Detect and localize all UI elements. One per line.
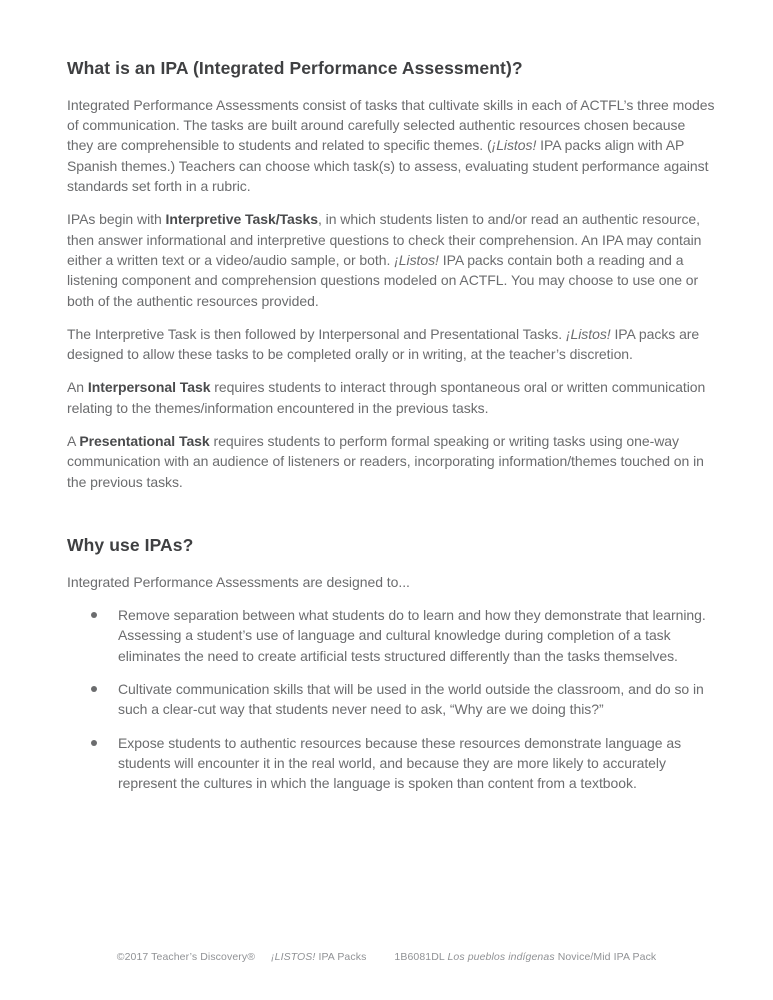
text-run: requires students to perform formal speaking or writing tasks using one-way communication with an audience of listeners or readers, incorporating information/themes touched on in the previous tasks. [67, 433, 704, 490]
italic-text-run: ¡Listos! [394, 251, 439, 268]
bold-text-run: Interpretive Task/Tasks [165, 211, 318, 228]
bullet-item [67, 679, 715, 720]
text-run: An [67, 379, 88, 396]
text-run: Integrated Performance Assessments are designed to... [67, 573, 410, 590]
section-heading: Why use IPAs? [67, 534, 194, 555]
section-heading: What is an IPA (Integrated Performance Assessment)? [67, 58, 523, 78]
footer-item-code [394, 951, 656, 963]
text-run: IPAs begin with [67, 211, 166, 228]
text-run: ©2017 Teacher’s Discovery® [116, 951, 256, 963]
italic-text-run: ¡LISTOS! [271, 951, 316, 963]
paragraph [67, 209, 715, 310]
footer-product-line [271, 951, 366, 963]
text-run: The Interpretive Task is then followed by Interpersonal and Presentational Tasks. [67, 325, 566, 342]
paragraph [67, 95, 715, 196]
text-run: Expose students to authentic resources because these resources demonstrate language as students will encounter it in the real world, and because they are more likely to accurately represent the cultures in which the language is spoken than content from a textbook. [118, 734, 682, 792]
text-run: requires students to interact through spontaneous oral or written communication relating to the themes/information encountered in the previous tasks. [67, 379, 706, 416]
bold-text-run: Interpersonal Task [87, 379, 211, 396]
text-run: A [67, 433, 80, 450]
text-run: Cultivate communication skills that will be used in the world outside the classroom, and do so in such a clear-cut way that students never need to ask, “Why are we doing this?” [118, 680, 704, 718]
bullet-icon [91, 740, 97, 746]
page-footer [0, 951, 773, 963]
text-run: IPA packs are designed to allow these tasks to be completed orally or in writing, at the teacher’s discretion. [67, 325, 700, 363]
footer-copyright [117, 951, 255, 963]
bold-text-run: Presentational Task [79, 433, 210, 450]
text-run: Integrated Performance Assessments consist of tasks that cultivate skills in each of ACTFL’s three modes of communication. The tasks are built around carefully selected authentic resources chosen because they are comprehensible to students and related to specific themes. ( [67, 96, 715, 154]
bullet-list [67, 605, 715, 793]
bullet-item [67, 605, 715, 666]
paragraph [67, 324, 715, 365]
text-run: Novice/Mid IPA Pack [554, 951, 657, 963]
paragraph [67, 377, 715, 418]
bullet-icon [91, 686, 97, 692]
bullet-icon [91, 612, 97, 618]
bullet-text [118, 607, 706, 664]
bullet-text [118, 735, 681, 792]
paragraph [67, 431, 715, 492]
text-run: IPA packs align with AP Spanish themes.) Teachers can choose which task(s) to assess, evaluating student performance against standards set forth in a rubric. [67, 137, 709, 195]
document-content [67, 58, 715, 806]
text-run: IPA Packs [315, 951, 367, 963]
text-run: IPA packs contain both a reading and a listening component and comprehension questions modeled on ACTFL. You may choose to use one or both of the authentic resources provided. [67, 251, 699, 309]
bullet-text [118, 681, 704, 717]
text-run: 1B6081DL [394, 951, 448, 963]
text-run: Remove separation between what students do to learn and how they demonstrate that learning. Assessing a student’s use of language and cultural knowledge during completion of a task eliminates the need to create artificial tests structured differently than the tasks themselves. [118, 607, 706, 664]
italic-text-run: ¡Listos! [565, 325, 611, 342]
bullet-item [67, 733, 715, 794]
paragraph [67, 572, 715, 592]
text-run: , in which students listen to and/or read an authentic resource, then answer informational and interpretive questions to check their comprehension. An IPA may contain either a written text or a video/audio sample, or both. [67, 211, 702, 268]
italic-text-run: Los pueblos indígenas [447, 951, 555, 963]
italic-text-run: ¡Listos! [491, 137, 537, 154]
